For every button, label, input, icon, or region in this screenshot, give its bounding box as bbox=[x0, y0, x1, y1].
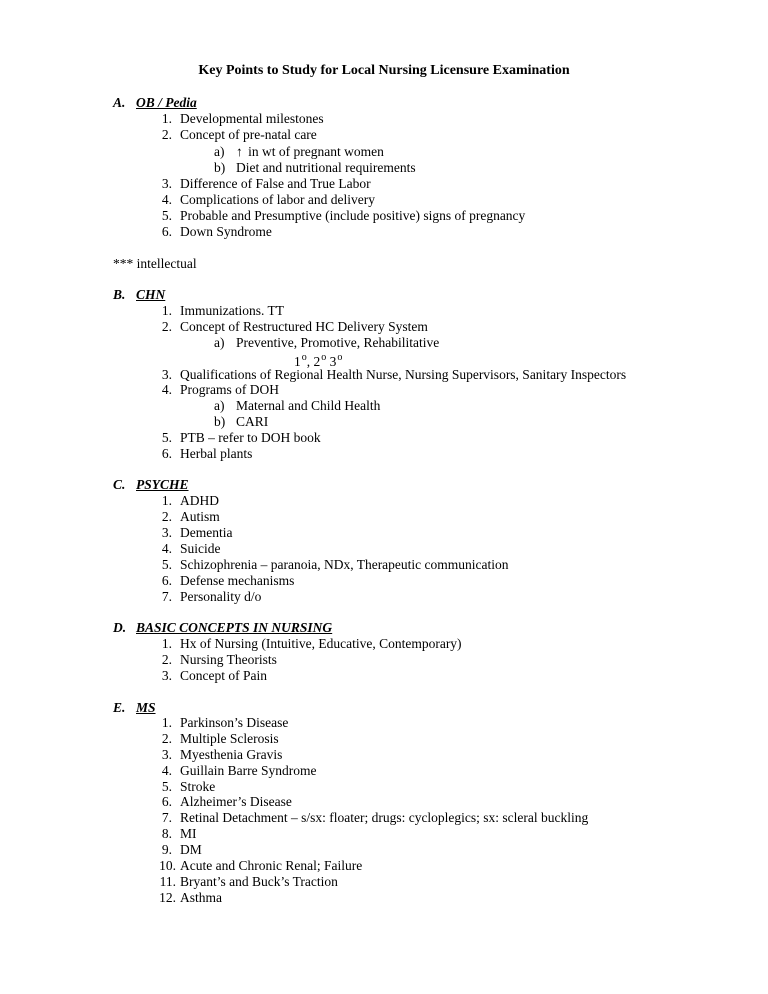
list-item: 6. Herbal plants bbox=[161, 446, 253, 461]
list-item: 5. Probable and Presumptive (include positive) signs of pregnancy bbox=[161, 208, 526, 223]
list-item: 2. Multiple Sclerosis bbox=[161, 731, 279, 746]
list-item: 7. Personality d/o bbox=[161, 589, 262, 604]
list-item: 2. Concept of pre-natal care bbox=[161, 127, 317, 142]
list-item: 7. Retinal Detachment – s/sx: floater; drugs: cycloplegics; sx: scleral buckling bbox=[161, 810, 589, 825]
list-item: 12. Asthma bbox=[159, 890, 222, 905]
list-item: 1. ADHD bbox=[161, 493, 219, 508]
list-item: 3. Qualifications of Regional Health Nurse, Nursing Supervisors, Sanitary Inspectors bbox=[161, 367, 627, 382]
list-item: 5. Stroke bbox=[161, 779, 216, 794]
list-item: 11. Bryant’s and Buck’s Traction bbox=[159, 874, 338, 889]
list-item: 3. Concept of Pain bbox=[161, 668, 267, 683]
section-name: CHN bbox=[136, 287, 166, 302]
sub-list-item: a) Maternal and Child Health bbox=[214, 398, 381, 413]
prevention-levels: 1$^o$, 2$^o$ 3$^o$ bbox=[294, 352, 343, 369]
note-text: *** intellectual bbox=[113, 256, 197, 271]
list-item: 3. Difference of False and True Labor bbox=[161, 176, 371, 191]
list-item: 1. Parkinson’s Disease bbox=[161, 715, 289, 730]
list-item: 2. Autism bbox=[161, 509, 220, 524]
section-letter: B. bbox=[113, 287, 126, 302]
section-name: MS bbox=[136, 700, 156, 715]
list-item: 8. MI bbox=[161, 826, 197, 841]
list-item: 9. DM bbox=[161, 842, 202, 857]
sub-list-item: b) Diet and nutritional requirements bbox=[214, 160, 416, 175]
list-item: 4. Programs of DOH bbox=[161, 382, 279, 397]
list-item: 1. Immunizations. TT bbox=[161, 303, 284, 318]
list-item: 4. Guillain Barre Syndrome bbox=[161, 763, 317, 778]
section-heading-ob-pedia bbox=[113, 95, 197, 111]
list-item: 5. PTB – refer to DOH book bbox=[161, 430, 321, 445]
list-item: 5. Schizophrenia – paranoia, NDx, Therapeutic communication bbox=[161, 557, 509, 572]
section-name: BASIC CONCEPTS IN NURSING bbox=[136, 620, 333, 635]
section-letter: C. bbox=[113, 477, 126, 492]
section-letter: E. bbox=[113, 700, 126, 715]
sub-list-item: a) Preventive, Promotive, Rehabilitative bbox=[214, 335, 440, 350]
list-item: 2. Nursing Theorists bbox=[161, 652, 277, 667]
list-item: 6. Down Syndrome bbox=[161, 224, 272, 239]
list-item: 4. Complications of labor and delivery bbox=[161, 192, 375, 207]
section-heading-basic-concepts bbox=[113, 620, 332, 636]
list-item: 1. Hx of Nursing (Intuitive, Educative, Contemporary) bbox=[161, 636, 462, 651]
sub-list-item: b) CARI bbox=[214, 414, 269, 429]
list-item: 4. Suicide bbox=[161, 541, 221, 556]
list-item: 6. Alzheimer’s Disease bbox=[161, 794, 292, 809]
list-item: 3. Dementia bbox=[161, 525, 233, 540]
section-name: PSYCHE bbox=[136, 477, 189, 492]
section-letter: D. bbox=[113, 620, 127, 635]
section-heading-ms bbox=[113, 700, 156, 716]
up-arrow-icon: ↑ bbox=[236, 144, 243, 159]
section-name: OB / Pedia bbox=[136, 95, 197, 110]
list-item: 2. Concept of Restructured HC Delivery System bbox=[161, 319, 428, 334]
list-item: 10. Acute and Chronic Renal; Failure bbox=[159, 858, 363, 873]
section-heading-chn bbox=[113, 287, 165, 303]
section-letter: A. bbox=[113, 95, 126, 110]
sub-list-item: a) ↑ in wt of pregnant women bbox=[214, 144, 384, 159]
list-item: 3. Myesthenia Gravis bbox=[161, 747, 283, 762]
document-title: Key Points to Study for Local Nursing Licensure Examination bbox=[198, 63, 570, 78]
section-heading-psyche bbox=[113, 477, 189, 493]
list-item: 6. Defense mechanisms bbox=[161, 573, 295, 588]
list-item: 1. Developmental milestones bbox=[161, 111, 324, 126]
